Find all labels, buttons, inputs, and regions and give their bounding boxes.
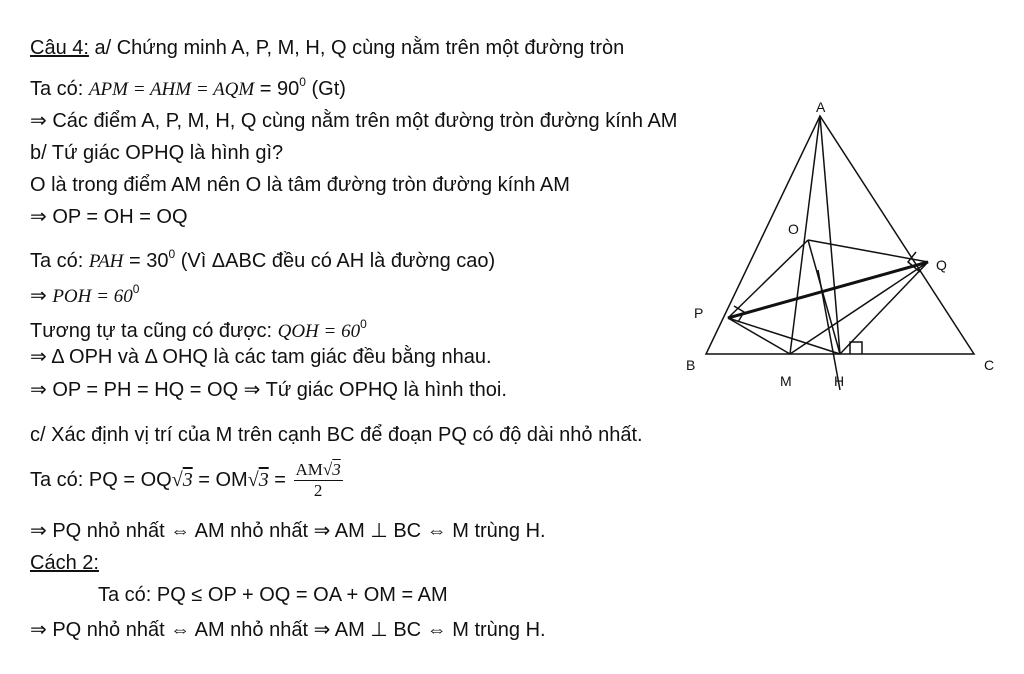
segment-ph — [728, 318, 840, 354]
radicand: 3 — [332, 460, 341, 480]
part-c-line-4: ⇒ PQ nhỏ nhất ⇔ AM nhỏ nhất ⇒ AM ⊥ BC ⇔ M trùng H. — [30, 619, 546, 641]
part-a-line-2 — [30, 70, 346, 102]
part-b-line-1: O là trong điểm AM nên O là tâm đường tròn đường kính AM — [30, 174, 570, 196]
degree-mark: 0 — [168, 247, 176, 261]
radicand: 3 — [258, 469, 269, 491]
part-a-title: a/ Chứng minh A, P, M, H, Q cùng nằm trên một đường tròn — [88, 37, 625, 59]
triangle-figure — [686, 99, 1020, 390]
sqrt-3-b: √3 — [247, 469, 269, 491]
reason-note: (Vì ΔABC đều có AH là đường cao) — [175, 250, 496, 272]
equals-sign: = — [268, 469, 292, 491]
fraction — [294, 460, 343, 501]
fraction-denominator: 2 — [313, 481, 323, 501]
label-o: O — [788, 221, 799, 237]
part-b-line-7: ⇒ OP = PH = HQ = OQ ⇒ Tứ giác OPHQ là hình thoi. — [30, 379, 507, 401]
part-b-line-6: ⇒ Δ OPH và Δ OHQ là các tam giác đều bằng nhau. — [30, 346, 492, 368]
label-b: B — [686, 357, 696, 373]
part-c-line-1 — [30, 460, 345, 501]
radicand: 3 — [182, 469, 193, 491]
label-m: M — [780, 373, 792, 389]
given-note: (Gt) — [305, 78, 346, 100]
sqrt-3-a: √3 — [171, 469, 193, 491]
implies-arrow: ⇒ — [30, 285, 53, 307]
ta-co-label: Ta có: — [30, 78, 89, 100]
label-p: P — [694, 305, 704, 321]
numerator-am: AM — [295, 460, 323, 480]
label-c: C — [984, 357, 995, 373]
part-a-heading — [30, 36, 624, 60]
part-a-conclusion: ⇒ Các điểm A, P, M, H, Q cùng nằm trên một đường tròn đường kính AM — [30, 110, 678, 132]
ta-co-label: Ta có: — [30, 250, 89, 272]
angle-poh-expression: POH = 60 — [52, 286, 133, 307]
label-a: A — [816, 99, 826, 115]
label-h: H — [834, 373, 845, 389]
similar-label: Tương tự ta cũng có được: — [30, 320, 278, 342]
part-c-line-2: ⇒ PQ nhỏ nhất ⇔ AM nhỏ nhất ⇒ AM ⊥ BC ⇔ M trùng H. — [30, 520, 546, 542]
degree-mark: 0 — [360, 317, 367, 331]
angle-qoh-expression: QOH = 60 — [277, 321, 361, 342]
segment-mq — [790, 262, 928, 354]
right-angle-h — [850, 342, 862, 354]
angle-pah: PAH — [88, 251, 124, 272]
pq-expression: Ta có: PQ = OQ — [30, 469, 172, 491]
triangle-abc — [706, 116, 974, 354]
label-q: Q — [936, 257, 947, 273]
method-2-heading: Cách 2: — [30, 552, 99, 574]
right-angles-expression: APM = AHM = AQM — [88, 79, 255, 100]
degree-mark: 0 — [299, 75, 306, 89]
degree-mark: 0 — [132, 282, 140, 296]
equals-30: = 30 — [123, 250, 169, 272]
part-b-question: b/ Tứ giác OPHQ là hình gì? — [30, 142, 284, 164]
part-b-line-4 — [30, 277, 139, 309]
om-expression: = OM — [192, 469, 248, 491]
segment-mp — [728, 318, 790, 354]
part-b-line-3 — [30, 242, 495, 274]
part-b-line-5 — [30, 312, 367, 344]
fraction-numerator — [294, 460, 343, 481]
question-number: Câu 4: — [30, 37, 89, 59]
sqrt-3-c: √3 — [322, 460, 341, 480]
part-c-question: c/ Xác định vị trí của M trên cạnh BC để đoạn PQ có độ dài nhỏ nhất. — [30, 424, 643, 446]
part-b-line-2: ⇒ OP = OH = OQ — [30, 206, 188, 228]
part-c-line-3: Ta có: PQ ≤ OP + OQ = OA + OM = AM — [98, 584, 448, 606]
equals-90: = 90 — [254, 78, 300, 100]
